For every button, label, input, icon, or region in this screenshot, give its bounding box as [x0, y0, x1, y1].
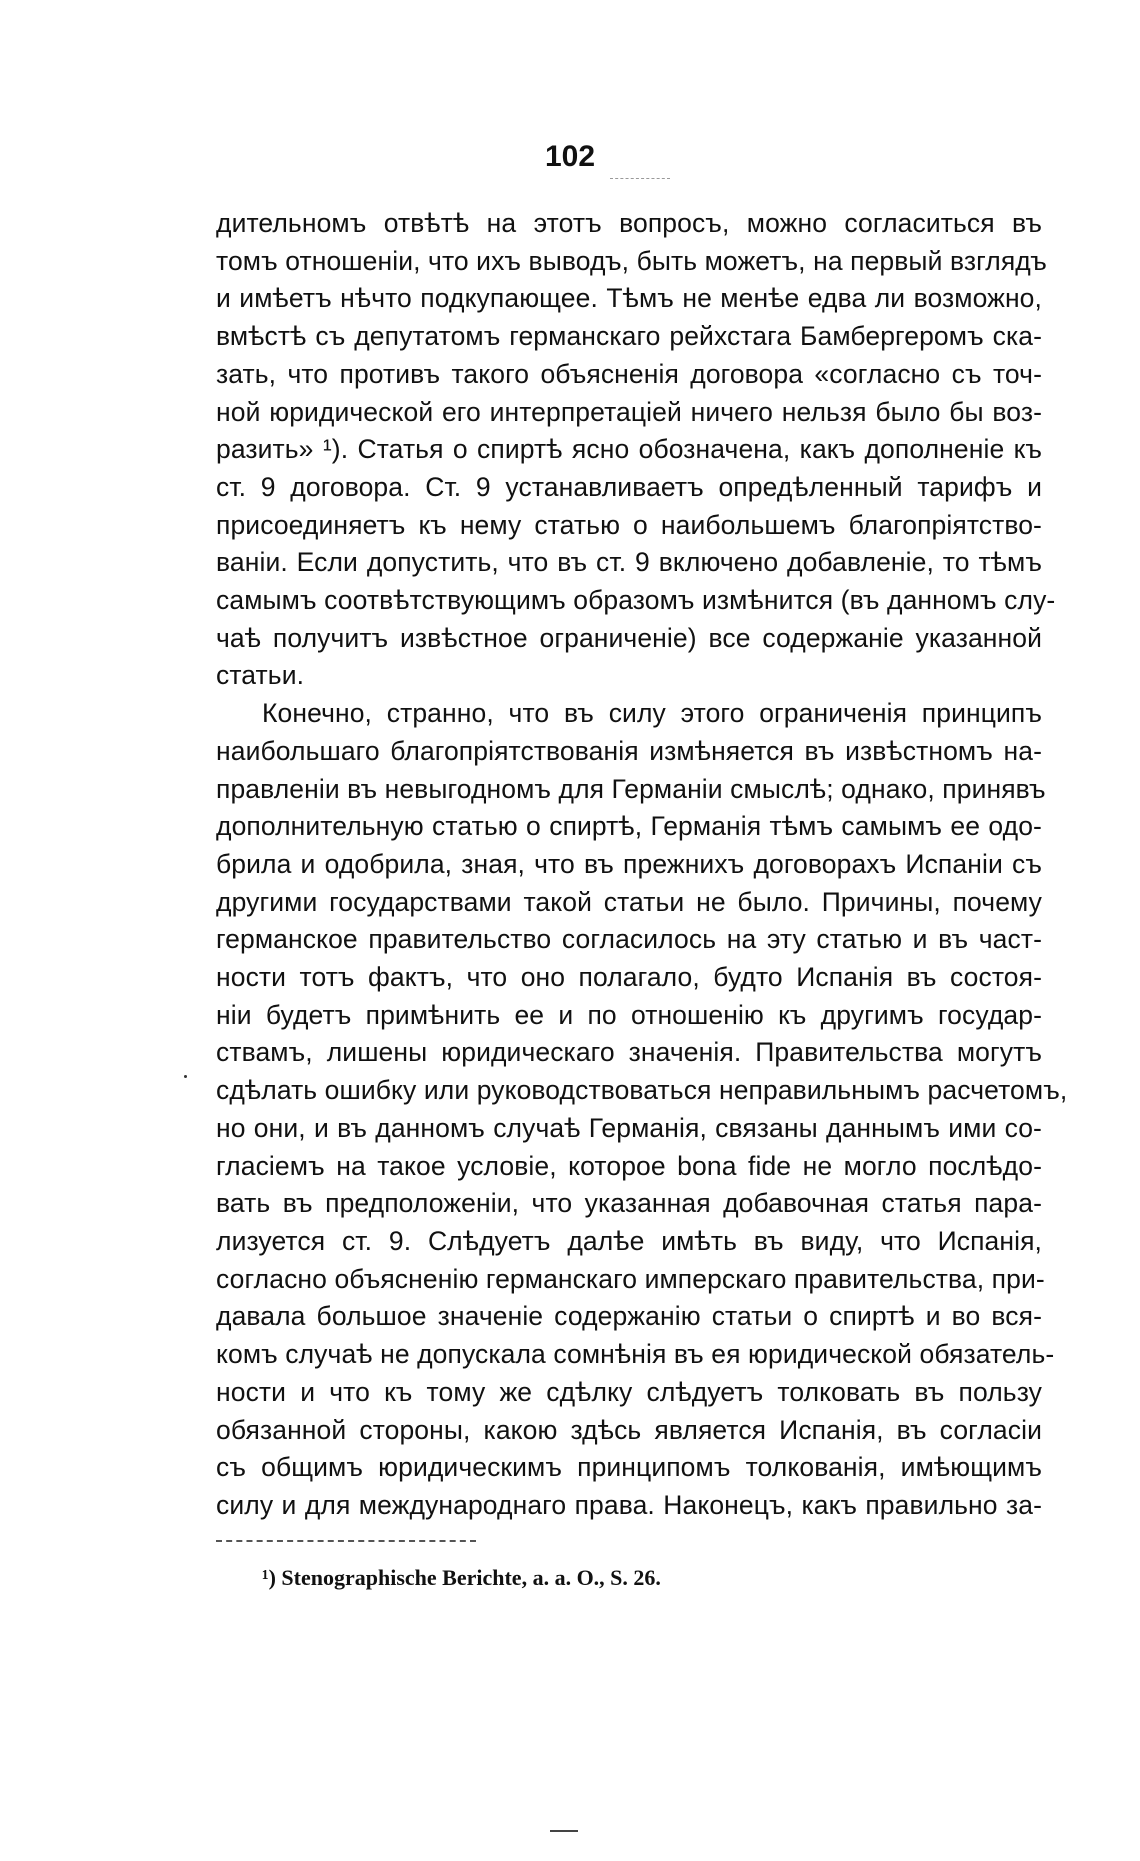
text-line: вать въ предположеніи, что указанная добавочная статья пара-	[216, 1188, 1042, 1219]
text-line: статьи.	[216, 660, 305, 691]
text-line: присоединяетъ къ нему статью о наибольшемъ благопріятство-	[216, 509, 1042, 540]
text-line: другими государствами такой статьи не было. Причины, почему	[216, 886, 1042, 917]
text-line: давала большое значеніе содержанію статьи о спиртѣ и во вся-	[216, 1301, 1042, 1332]
scan-speck	[184, 1075, 187, 1078]
text-line: ст. 9 договора. Ст. 9 устанавливаетъ опредѣленный тарифъ и	[216, 471, 1042, 502]
text-line: разить» ¹). Статья о спиртѣ ясно обозначена, какъ дополненіе къ	[216, 434, 1042, 465]
body-text	[216, 205, 1068, 1525]
text-line: и имѣетъ нѣчто подкупающее. Тѣмъ не менѣе едва ли возможно,	[216, 283, 1042, 314]
text-line: ности тотъ фактъ, что оно полагало, будто Испанія въ состоя-	[216, 962, 1042, 993]
text-line: силу и для международнаго права. Наконецъ, какъ правильно за-	[216, 1489, 1042, 1520]
text-line: комъ случаѣ не допускала сомнѣнія въ ея юридической обязатель-	[216, 1339, 1055, 1370]
text-line: лизуется ст. 9. Слѣдуетъ далѣе имѣть въ виду, что Испанія,	[216, 1225, 1042, 1256]
text-line: правленіи въ невыгодномъ для Германіи смыслѣ; однако, принявъ	[216, 773, 1046, 804]
footnote	[262, 1565, 1042, 1591]
footnote-marker: ¹)	[262, 1565, 276, 1590]
text-line: брила и одобрила, зная, что въ прежнихъ договорахъ Испаніи съ	[216, 848, 1042, 879]
text-line: ности и что къ тому же сдѣлку слѣдуетъ толковать въ пользу	[216, 1376, 1042, 1407]
text-line: согласно объясненію германскаго имперскаго правительства, при-	[216, 1263, 1045, 1294]
footnote-text: Stenographische Berichte, a. a. O., S. 26.	[281, 1565, 661, 1590]
text-line: вмѣстѣ съ депутатомъ германскаго рейхстага Бамбергеромъ ска-	[216, 321, 1042, 352]
text-line: самымъ соотвѣтствующимъ образомъ измѣнится (въ данномъ слу-	[216, 585, 1056, 616]
paragraph-1	[216, 205, 1056, 695]
text-line: съ общимъ юридическимъ принципомъ толкованія, имѣющимъ	[216, 1452, 1042, 1483]
text-line: дополнительную статью о спиртѣ, Германія тѣмъ самымъ ее одо-	[216, 811, 1042, 842]
page-number: 102	[544, 140, 596, 173]
text-line: но они, и въ данномъ случаѣ Германія, связаны даннымъ ими со-	[216, 1112, 1042, 1143]
text-line: ствамъ, лишены юридическаго значенія. Правительства могутъ	[216, 1037, 1042, 1068]
text-line: ваніи. Если допустить, что въ ст. 9 включено добавленіе, то тѣмъ	[216, 547, 1042, 578]
footnote-rule	[216, 1540, 476, 1542]
text-line: гласіемъ на такое условіе, которое bona fide не могло послѣдо-	[216, 1150, 1042, 1181]
text-line: томъ отношеніи, что ихъ выводъ, быть можетъ, на первый взглядъ	[216, 245, 1047, 276]
text-line: германское правительство согласилось на эту статью и въ част-	[216, 924, 1042, 955]
paragraph-2	[216, 695, 1068, 1524]
text-line: ной юридической его интерпретаціей ничего нельзя было бы воз-	[216, 396, 1042, 427]
text-line: чаѣ получитъ извѣстное ограниченіе) все содержаніе указанной	[216, 622, 1042, 653]
text-line: Конечно, странно, что въ силу этого ограниченія принципъ	[262, 698, 1042, 729]
text-line: наибольшаго благопріятствованія измѣняется въ извѣстномъ на-	[216, 735, 1042, 766]
text-line: дительномъ отвѣтѣ на этотъ вопросъ, можно согласиться въ	[216, 208, 1042, 238]
page-number-rule	[610, 178, 670, 179]
text-line: обязанной стороны, какою здѣсь является Испанія, въ согласіи	[216, 1414, 1042, 1445]
bottom-mark	[550, 1830, 578, 1832]
text-line: сдѣлать ошибку или руководствоваться неправильнымъ расчетомъ,	[216, 1075, 1068, 1106]
text-line: зать, что противъ такого объясненія договора «согласно съ точ-	[216, 358, 1042, 389]
text-line: ніи будетъ примѣнить ее и по отношенію къ другимъ государ-	[216, 999, 1042, 1030]
